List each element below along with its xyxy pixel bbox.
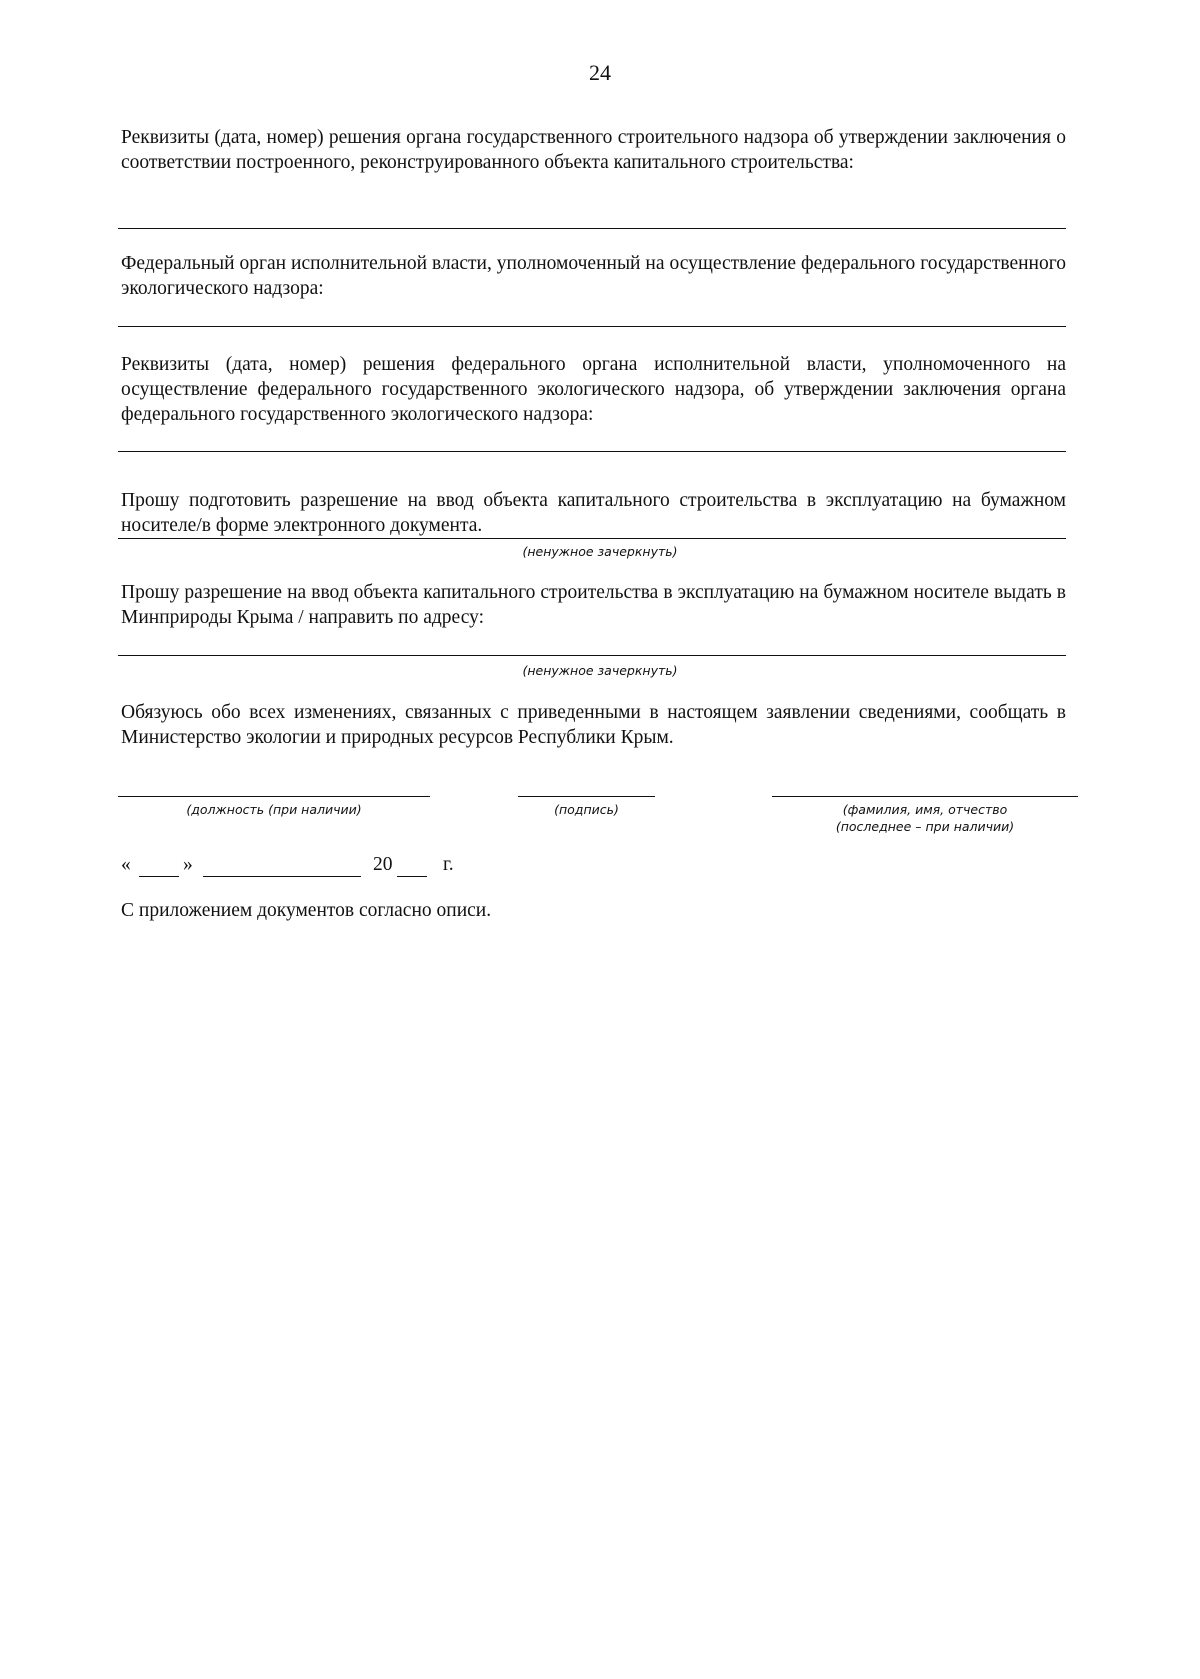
state-construction-supervision-requisites: Реквизиты (дата, номер) решения органа государственного строительного надзора об утверждении заключения о соответствии построенного, реконструированного объекта капитального строительства: bbox=[121, 127, 1066, 173]
full-name-label-line1: (фамилия, имя, отчество bbox=[842, 802, 1008, 817]
date-open-quote: « bbox=[121, 854, 131, 875]
year-line bbox=[397, 876, 427, 877]
federal-authority-decision-requisites: Реквизиты (дата, номер) решения федерального органа исполнительной власти, уполномоченного на осуществление федерального государственного экологического надзора, об утверждении заключения органа федерального государственного экологического надзора: bbox=[121, 354, 1066, 425]
date-close-quote: » bbox=[183, 854, 193, 875]
page-number: 24 bbox=[589, 60, 611, 85]
change-notification-obligation: Обязуюсь обо всех изменениях, связанных с приведенными в настоящем заявлении сведениями, сообщать в Министерство экологии и природных ресурсов Республики Крым. bbox=[121, 702, 1066, 748]
signature-label: (подпись) bbox=[554, 802, 619, 817]
full-name-label-line2: (последнее – при наличии) bbox=[835, 819, 1015, 834]
permit-delivery-request: Прошу разрешение на ввод объекта капитального строительства в эксплуатацию на бумажном носителе выдать в Минприроды Крыма / направить по адресу: bbox=[121, 582, 1066, 628]
attachments-note: С приложением документов согласно описи. bbox=[121, 900, 492, 921]
signature-line bbox=[518, 796, 655, 797]
strike-out-note-1: (ненужное зачеркнуть) bbox=[522, 544, 678, 559]
fill-line-2 bbox=[118, 326, 1066, 327]
fill-line-1 bbox=[118, 228, 1066, 229]
year-suffix: г. bbox=[443, 854, 454, 875]
date-row bbox=[121, 854, 521, 882]
federal-ecological-authority: Федеральный орган исполнительной власти, уполномоченный на осуществление федерального государственного экологического надзора: bbox=[121, 253, 1066, 299]
year-prefix: 20 bbox=[373, 854, 393, 875]
position-label: (должность (при наличии) bbox=[186, 802, 362, 817]
month-line bbox=[203, 876, 361, 877]
fill-line-4 bbox=[118, 538, 1066, 539]
fill-line-5 bbox=[118, 655, 1066, 656]
full-name-line bbox=[772, 796, 1078, 797]
fill-line-3 bbox=[118, 451, 1066, 452]
strike-out-note-2: (ненужное зачеркнуть) bbox=[522, 663, 678, 678]
permit-format-request: Прошу подготовить разрешение на ввод объекта капитального строительства в эксплуатацию на бумажном носителе/в форме электронного документа. bbox=[121, 490, 1066, 536]
position-line bbox=[118, 796, 430, 797]
day-line bbox=[139, 876, 179, 877]
